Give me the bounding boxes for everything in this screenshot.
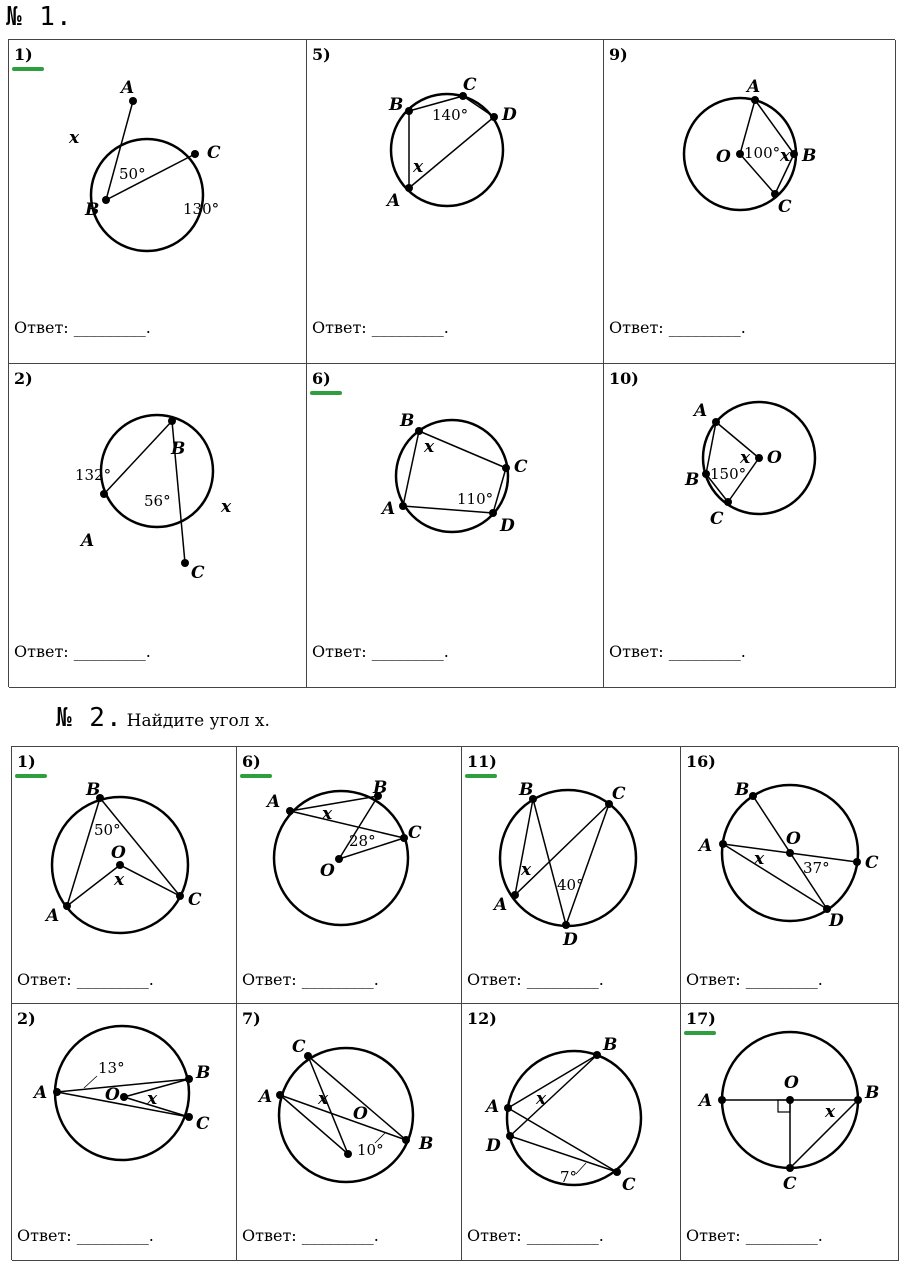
point-label-c: C [778,197,792,217]
point-label-c: C [514,457,528,477]
point-label-a: A [494,895,508,915]
problem-number: 17) [686,1009,716,1028]
point-label-b: B [865,1083,880,1103]
answer-field: Ответ: _________. [14,642,151,661]
circle-diagram [307,40,604,364]
answer-field: Ответ: _________. [467,970,604,989]
angle-x-label: x [147,1089,158,1109]
point-label-c: C [191,563,205,583]
point-label-b: B [603,1035,618,1055]
point-label-c: C [188,890,202,910]
circle-diagram [462,1004,681,1261]
point-label-a: A [747,77,761,97]
angle-value: 100° [744,144,781,162]
angle-x-label: x [754,849,765,869]
point-label-a: A [34,1083,48,1103]
angle-value: 50° [119,165,146,183]
angle-value: 37° [803,859,830,877]
circle-diagram [681,747,899,1004]
point-label-a: A [81,531,95,551]
s1-cell-10 [604,364,896,688]
circle-diagram [604,364,896,688]
angle-value: 7° [560,1168,578,1186]
s2-cell-1 [12,747,237,1004]
arc-value: 130° [183,200,220,218]
problem-number: 5) [312,45,331,64]
point-label-b: B [85,200,100,220]
point-label-a: A [259,1087,273,1107]
circle-diagram [12,747,237,1004]
point-label-a: A [694,401,708,421]
point-label-c: C [622,1175,636,1195]
point-label-o: O [786,829,801,849]
angle-x-label: x [221,497,232,517]
answer-field: Ответ: _________. [609,642,746,661]
answer-field: Ответ: _________. [17,1226,154,1245]
angle-x-label: x [322,804,333,824]
angle-value: 110° [457,490,494,508]
answer-field: Ответ: _________. [312,642,449,661]
section-1-heading: № 1. [6,2,73,32]
angle-x-label: x [424,437,435,457]
point-label-b: B [802,146,817,166]
problem-number: 2) [14,369,33,388]
section-2-grid [11,746,898,1260]
angle-x-label: x [740,448,751,468]
s2-cell-16 [681,747,899,1004]
s1-cell-9 [604,40,896,364]
point-label-d: D [829,911,844,931]
angle-value: 150° [710,465,747,483]
point-label-a: A [121,78,135,98]
section-1-grid [8,39,895,687]
point-label-o: O [105,1085,120,1105]
point-label-b: B [373,778,388,798]
angle-value: 50° [94,821,121,839]
point-label-a: A [267,792,281,812]
answer-field: Ответ: _________. [14,318,151,337]
problem-number: 10) [609,369,639,388]
point-label-c: C [612,784,626,804]
s2-cell-7 [237,1004,462,1261]
answer-field: Ответ: _________. [17,970,154,989]
point-label-a: A [486,1097,500,1117]
point-label-d: D [486,1136,501,1156]
circle-diagram [9,40,307,364]
s2-cell-2 [12,1004,237,1261]
problem-number: 6) [312,369,331,388]
point-label-c: C [207,143,221,163]
angle-value: 140° [432,106,469,124]
point-label-o: O [320,861,335,881]
point-label-a: A [699,1091,713,1111]
point-label-o: O [716,147,731,167]
point-label-b: B [400,411,415,431]
point-label-d: D [500,516,515,536]
answer-field: Ответ: _________. [312,318,449,337]
angle-x-label: x [413,157,424,177]
point-label-c: C [196,1114,210,1134]
point-label-b: B [519,780,534,800]
answer-field: Ответ: _________. [609,318,746,337]
point-label-b: B [196,1063,211,1083]
point-label-o: O [111,843,126,863]
s2-cell-6 [237,747,462,1004]
point-label-o: O [784,1073,799,1093]
point-label-b: B [389,95,404,115]
problem-number: 11) [467,752,497,771]
answer-field: Ответ: _________. [686,1226,823,1245]
problem-number: 1) [14,45,33,64]
answer-field: Ответ: _________. [242,1226,379,1245]
angle-x-label: x [825,1102,836,1122]
answer-field: Ответ: _________. [242,970,379,989]
angle-x-label: x [318,1089,329,1109]
answer-field: Ответ: _________. [467,1226,604,1245]
point-label-b: B [685,470,700,490]
s2-cell-12 [462,1004,681,1261]
point-label-o: O [767,448,782,468]
problem-number: 16) [686,752,716,771]
problem-number: 2) [17,1009,36,1028]
point-label-b: B [171,439,186,459]
point-label-c: C [783,1174,797,1194]
angle-x-label: x [780,146,791,166]
angle-x-label: x [536,1089,547,1109]
angle-x-label: x [69,128,80,148]
angle-value: 56° [144,492,171,510]
point-label-o: O [353,1104,368,1124]
problem-number: 7) [242,1009,261,1028]
point-label-a: A [387,191,401,211]
circle-diagram [12,1004,237,1261]
problem-number: 12) [467,1009,497,1028]
answer-field: Ответ: _________. [686,970,823,989]
point-label-d: D [563,930,578,950]
arc-value: 132° [75,466,112,484]
point-label-b: B [86,780,101,800]
point-label-a: A [46,906,60,926]
section-2-number: № 2. [56,703,123,733]
circle-diagram [9,364,307,688]
circle-diagram [604,40,896,364]
angle-value: 40° [557,876,584,894]
problem-number: 9) [609,45,628,64]
point-label-a: A [382,499,396,519]
problem-number: 1) [17,752,36,771]
point-label-c: C [865,853,879,873]
circle-diagram [307,364,604,688]
circle-diagram [237,747,462,1004]
section-2-task: Найдите угол x. [126,711,270,731]
point-label-d: D [502,105,517,125]
s1-cell-5 [307,40,604,364]
problem-number: 6) [242,752,261,771]
s1-cell-1 [9,40,307,364]
angle-x-label: x [521,860,532,880]
angle-value: 28° [349,832,376,850]
point-label-c: C [463,75,477,95]
angle-value: 10° [357,1141,384,1159]
section-2-heading [56,703,270,733]
circle-diagram [237,1004,462,1261]
s2-cell-11 [462,747,681,1004]
point-label-b: B [419,1134,434,1154]
point-label-c: C [408,823,422,843]
point-label-c: C [710,509,724,529]
point-label-a: A [699,836,713,856]
point-label-c: C [292,1037,306,1057]
angle-value: 13° [98,1059,125,1077]
s1-cell-6 [307,364,604,688]
s2-cell-17 [681,1004,899,1261]
point-label-b: B [735,780,750,800]
s1-cell-2 [9,364,307,688]
circle-diagram [681,1004,899,1261]
circle-diagram [462,747,681,1004]
angle-x-label: x [114,870,125,890]
